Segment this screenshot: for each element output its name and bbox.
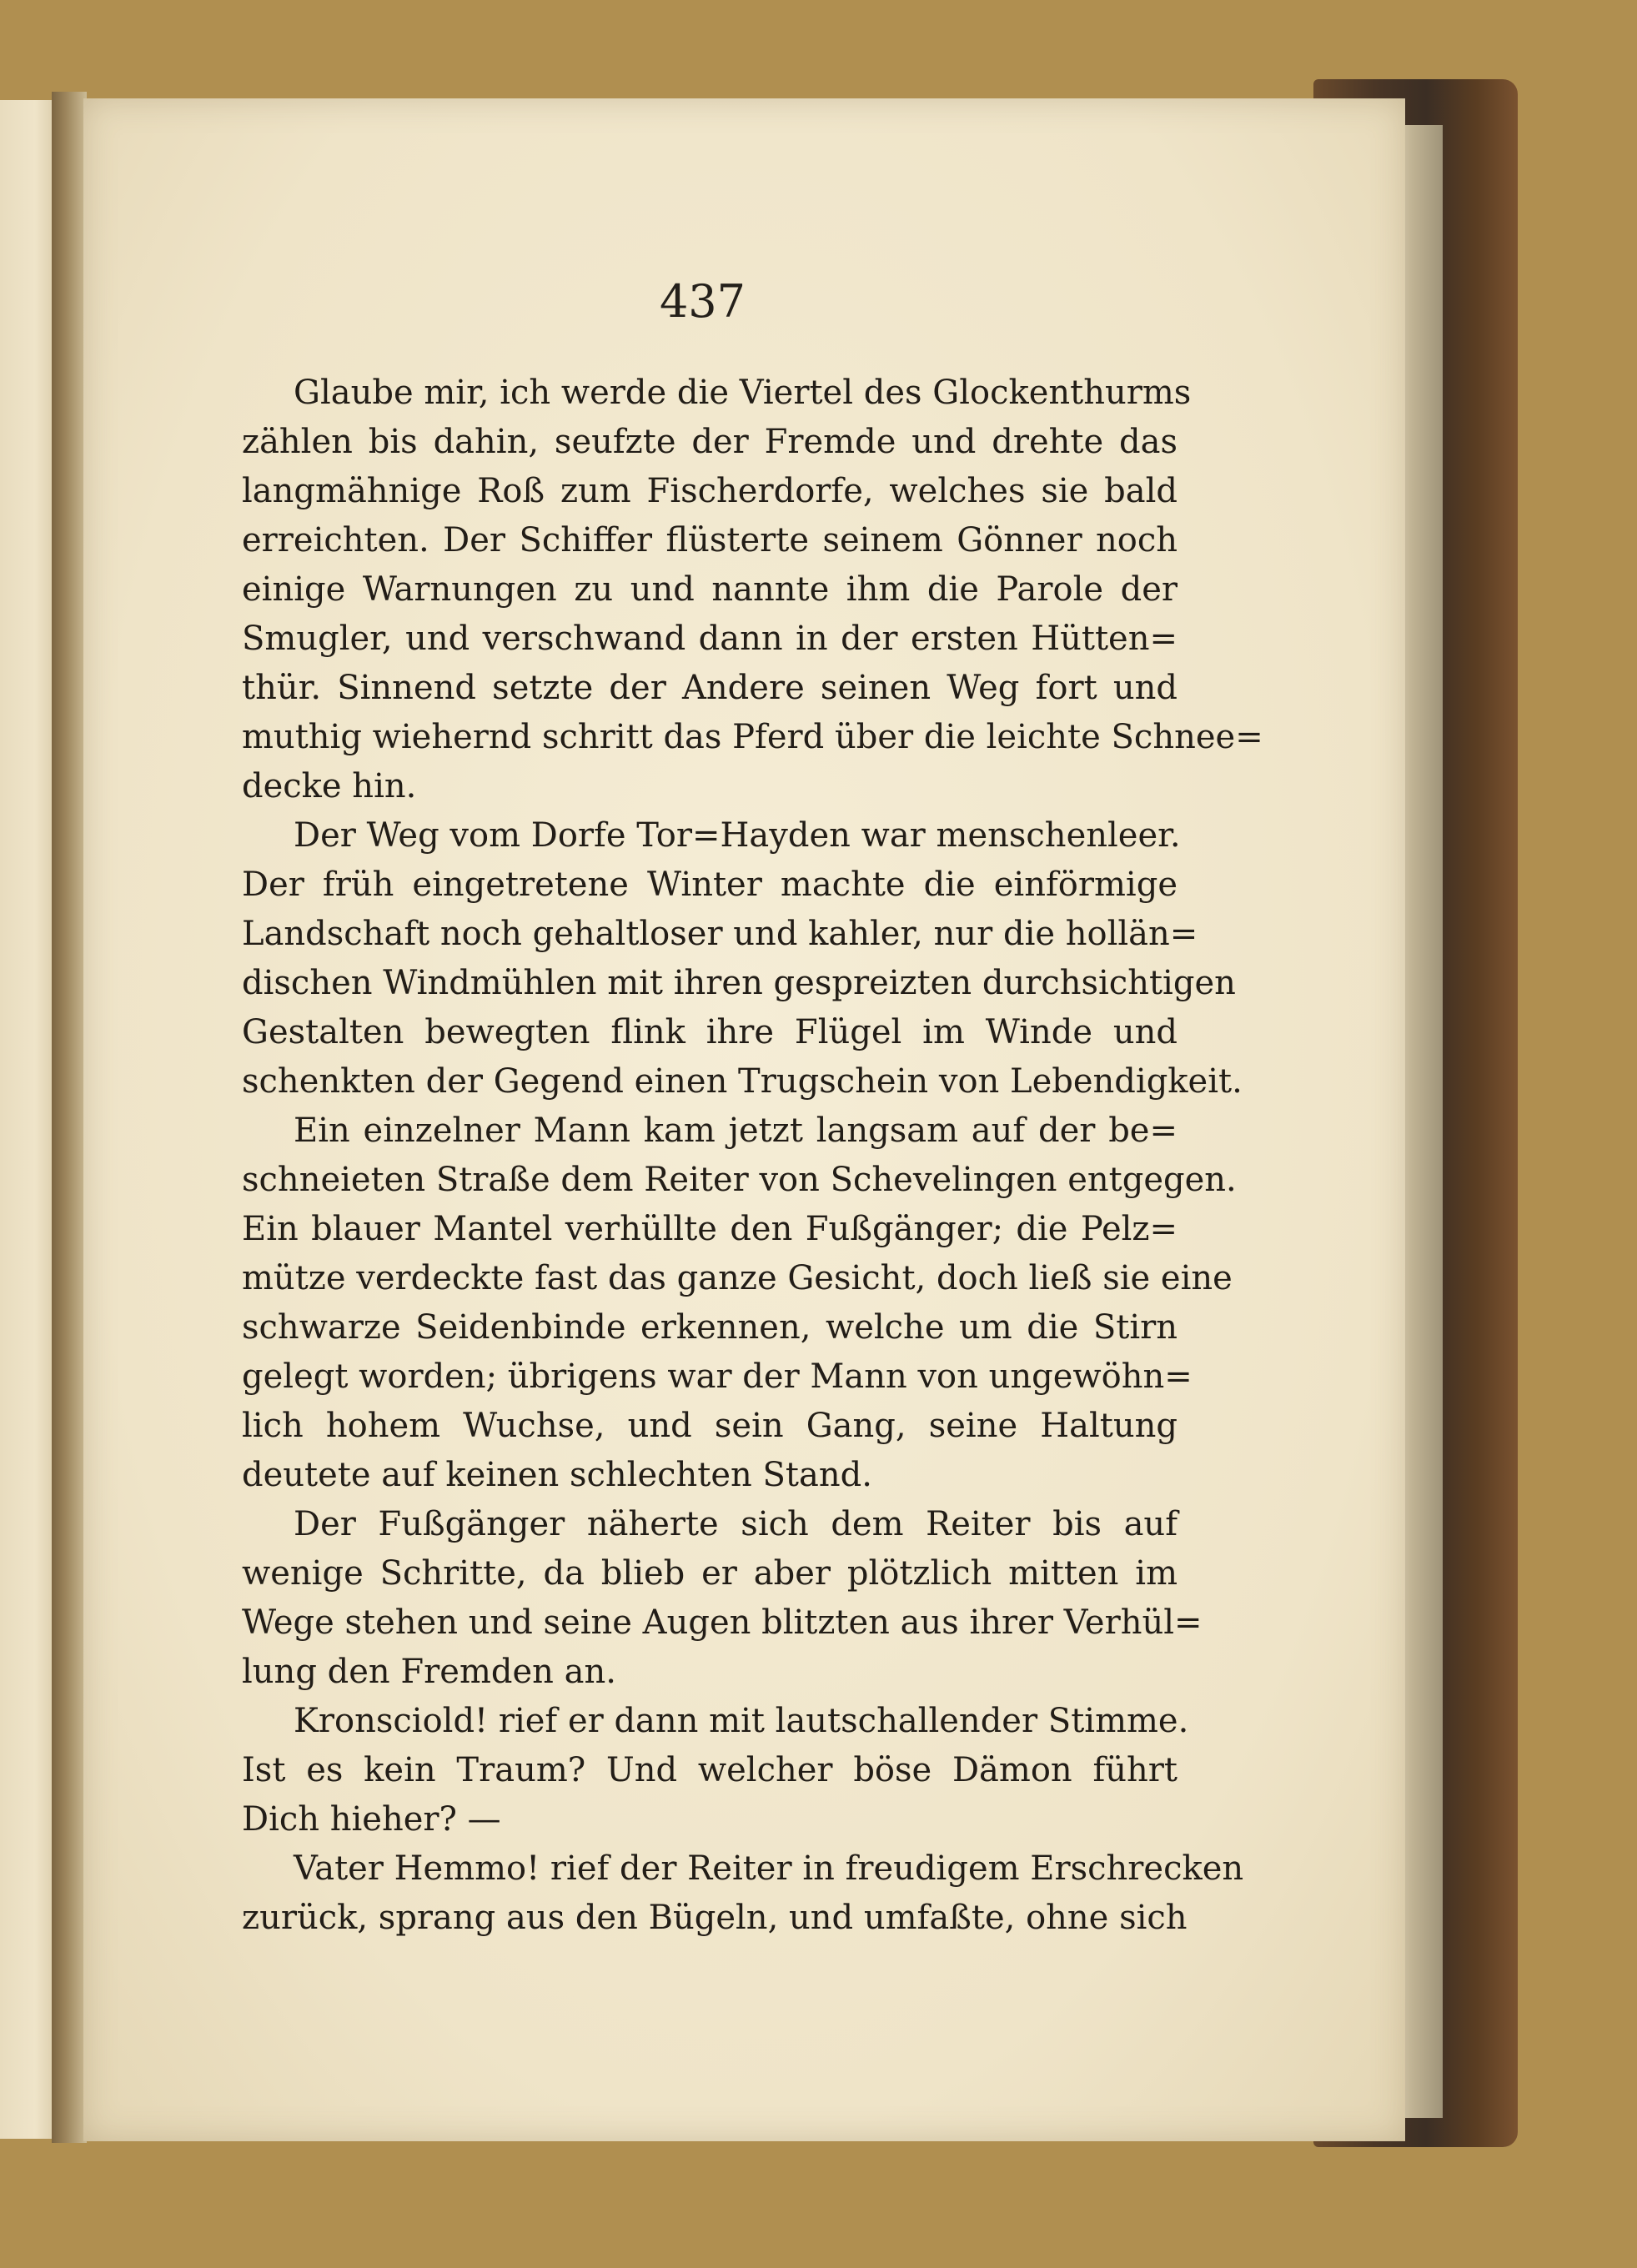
text-line: Vater Hemmo! rief der Reiter in freudigem Erschrecken — [294, 1849, 1244, 1888]
text-line: dischen Windmühlen mit ihren gespreizten durchsichtigen — [242, 964, 1236, 1002]
text-line: einige Warnungen zu und nannte ihm die Parole der — [242, 570, 1178, 609]
text-line: Der Weg vom Dorfe Tor=Hayden war menschenleer. — [294, 816, 1181, 855]
text-line: schenkten der Gegend einen Trugschein von Lebendigkeit. — [242, 1062, 1243, 1101]
text-line: Wege stehen und seine Augen blitzten aus ihrer Verhül= — [242, 1603, 1203, 1642]
text-line: Landschaft noch gehaltloser und kahler, nur die hollän= — [242, 915, 1198, 953]
text-line: gelegt worden; übrigens war der Mann von ungewöhn= — [242, 1357, 1193, 1396]
text-line: Glaube mir, ich werde die Viertel des Glockenthurms — [294, 374, 1192, 412]
page-number: 437 — [659, 275, 746, 328]
text-line: Ein einzelner Mann kam jetzt langsam auf der be= — [294, 1111, 1178, 1150]
text-line: zurück, sprang aus den Bügeln, und umfaßte, ohne sich — [242, 1899, 1188, 1937]
text-line: zählen bis dahin, seufzte der Fremde und drehte das — [242, 423, 1178, 461]
text-line: schneieten Straße dem Reiter von Schevelingen entgegen. — [242, 1161, 1237, 1199]
left-page-edge — [0, 100, 58, 2139]
text-line: Dich hieher? — — [242, 1800, 501, 1839]
text-line: erreichten. Der Schiffer flüsterte seinem Gönner noch — [242, 521, 1178, 559]
text-line: mütze verdeckte fast das ganze Gesicht, doch ließ sie eine — [242, 1259, 1233, 1297]
text-line: Kronsciold! rief er dann mit lautschallender Stimme. — [294, 1702, 1189, 1740]
text-line: Gestalten bewegten flink ihre Flügel im Winde und — [242, 1013, 1178, 1051]
text-line: thür. Sinnend setzte der Andere seinen Weg fort und — [242, 669, 1178, 707]
text-line: Ist es kein Traum? Und welcher böse Dämon führt — [242, 1751, 1178, 1789]
text-line: Der früh eingetretene Winter machte die einförmige — [242, 866, 1178, 904]
text-line: Der Fußgänger näherte sich dem Reiter bis auf — [294, 1505, 1178, 1543]
body-text — [242, 369, 1263, 1943]
text-line: Smugler, und verschwand dann in der ersten Hütten= — [242, 620, 1178, 658]
text-line: muthig wiehernd schritt das Pferd über die leichte Schnee= — [242, 718, 1263, 756]
text-line: schwarze Seidenbinde erkennen, welche um die Stirn — [242, 1308, 1178, 1347]
text-line: Ein blauer Mantel verhüllte den Fußgänger; die Pelz= — [242, 1210, 1178, 1248]
book-gutter — [52, 92, 87, 2143]
text-line: lung den Fremden an. — [242, 1653, 616, 1691]
text-line: deutete auf keinen schlechten Stand. — [242, 1456, 872, 1494]
text-line: decke hin. — [242, 767, 417, 805]
text-line: wenige Schritte, da blieb er aber plötzlich mitten im — [242, 1554, 1178, 1593]
text-line: langmähnige Roß zum Fischerdorfe, welches sie bald — [242, 472, 1178, 510]
text-line: lich hohem Wuchse, und sein Gang, seine Haltung — [242, 1407, 1178, 1445]
